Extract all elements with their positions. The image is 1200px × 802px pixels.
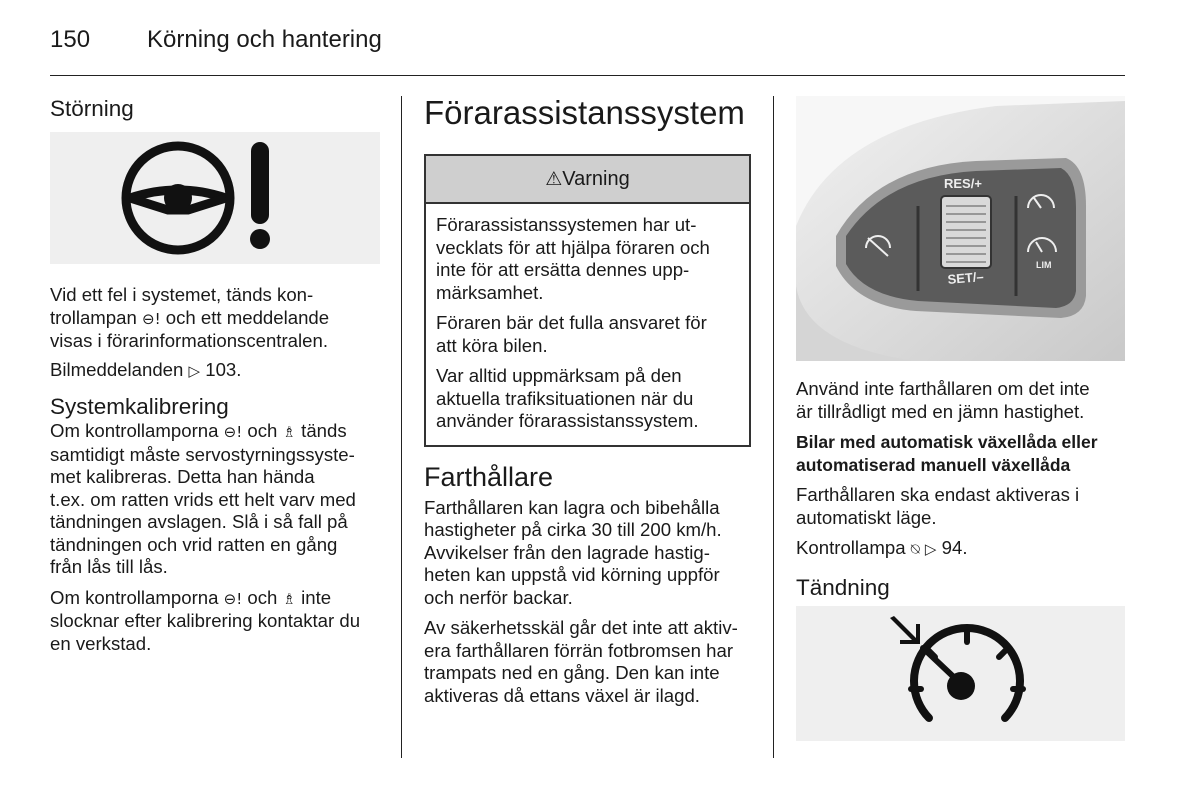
ignition-heading: Tändning xyxy=(796,574,890,600)
cruise-paragraph-1: Farthållaren kan lagra och bibehålla hastigheter på cirka 30 till 200 km/h. Avvikelser från den lagrade hastig- heten kan uppstå vid körning uppför och nerför backar. xyxy=(424,496,722,608)
cruise-paragraph-2: Av säkerhetsskäl går det inte att aktiv- era farthållaren förrän fotbromsen har trampats ned en gång. Den kan inte aktiveras då ettans växel är ilagd. xyxy=(424,617,738,706)
wheel-warning-icon: ⊖! xyxy=(223,589,243,608)
right-paragraph-2: Farthållaren ska endast aktiveras i automatiskt läge. xyxy=(796,484,1080,528)
warning-label: Varning xyxy=(562,167,630,190)
calibration-heading: Systemkalibrering xyxy=(50,394,229,419)
warning-paragraph-3: Var alltid uppmärksam på den aktuella trafiksituationen när du använder förarassistanssystem. xyxy=(436,365,699,431)
fault-paragraph-1: Vid ett fel i systemet, tänds kon- trollampan ⊖! och ett meddelande visas i förarinformationscentralen. xyxy=(50,284,330,351)
column-divider-left xyxy=(401,96,402,758)
fault-icon-panel xyxy=(50,132,380,264)
reference-arrow-icon: ▷ xyxy=(188,361,201,380)
warning-header xyxy=(426,156,749,204)
page-number: 150 xyxy=(50,26,91,53)
cruise-control-lamp-icon: ⍉ xyxy=(910,540,920,558)
ignition-icon-panel xyxy=(796,606,1125,741)
left-column xyxy=(50,96,385,655)
reference-arrow-icon: ▷ xyxy=(924,540,937,558)
wheel-warning-icon: ⊖! xyxy=(223,423,243,441)
photo-lim-label: LIM xyxy=(1036,260,1052,270)
fault-heading: Störning xyxy=(50,96,134,121)
section-title: Förarassistanssystem xyxy=(424,94,745,131)
right-column xyxy=(796,378,1125,601)
automatic-gearbox-heading: Bilar med automatisk växellåda eller automatiserad manuell växellåda xyxy=(796,432,1098,475)
cruise-control-buttons-illustration xyxy=(796,96,1125,361)
cruise-heading: Farthållare xyxy=(424,461,554,492)
right-paragraph-1: Använd inte farthållaren om det inte är tillrådligt med en jämn hastighet. xyxy=(796,378,1090,422)
header-rule xyxy=(50,75,1125,76)
calibration-paragraph-2: Om kontrollamporna ⊖! och ♗ inte slocknar efter kalibrering kontaktar du en verkstad. xyxy=(50,586,361,654)
photo-set-label: SET/– xyxy=(946,268,985,287)
traction-icon: ♗ xyxy=(282,423,296,441)
right-paragraph-3: Kontrollampa ⍉ ▷ 94. xyxy=(796,537,968,558)
cruise-control-speedometer-icon xyxy=(796,606,1125,741)
warning-paragraph-2: Föraren bär det fulla ansvaret för att köra bilen. xyxy=(436,312,707,356)
steering-wheel-warning-icon xyxy=(50,132,380,264)
fault-paragraph-2: Bilmeddelanden ▷ 103. xyxy=(50,358,242,380)
chapter-title: Körning och hantering xyxy=(147,26,382,53)
steering-wheel-photo xyxy=(796,96,1125,361)
middle-column xyxy=(424,94,754,715)
warning-box xyxy=(424,154,751,447)
warning-paragraph-1: Förarassistanssystemen har ut- vecklats för att hjälpa föraren och inte för att ersätta dennes upp- märksamhet. xyxy=(436,214,710,303)
warning-triangle-icon: ⚠ xyxy=(545,167,563,190)
column-divider-right xyxy=(773,96,774,758)
wheel-warning-icon: ⊖! xyxy=(142,309,161,328)
calibration-paragraph-1: Om kontrollamporna ⊖! och ♗ tänds samtidigt måste servostyrningssyste- met kalibreras. Detta han hända t.ex. om ratten vrids ett helt varv med tändningen avslagen. Slå i så fall på tändningen och vrid ratten en gång från lås till lås. xyxy=(50,420,356,577)
warning-body xyxy=(426,204,749,445)
traction-icon: ♗ xyxy=(282,589,296,608)
photo-res-label: RES/+ xyxy=(944,176,982,191)
